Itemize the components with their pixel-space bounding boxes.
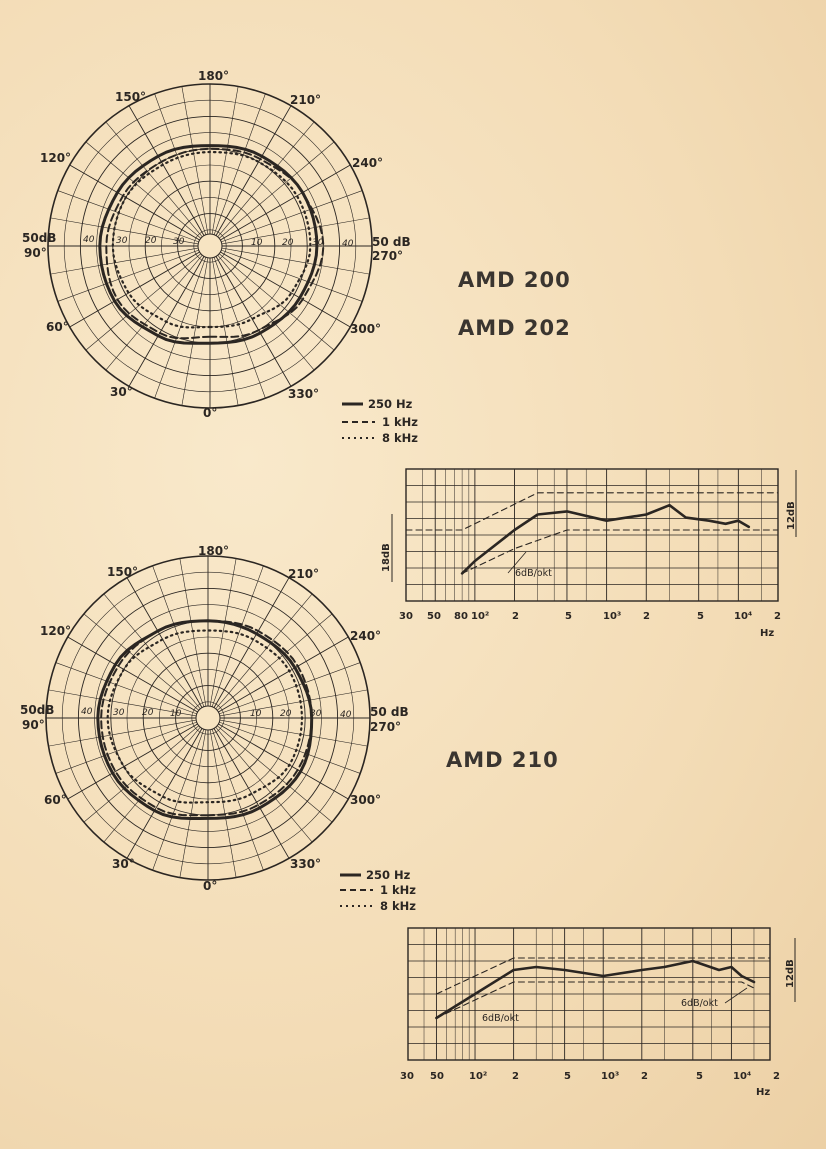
polar-spoke: [104, 594, 200, 709]
polar-spoke: [210, 730, 236, 878]
polar-spoke: [220, 720, 368, 746]
angle-label: 150°: [115, 90, 147, 104]
radial-label: 30: [116, 236, 128, 246]
polar-spoke: [70, 252, 200, 327]
polar-spoke: [127, 728, 202, 858]
x-tick: 10³: [601, 1071, 620, 1082]
x-tick: 50: [427, 611, 441, 622]
x-tick: 10²: [469, 1071, 488, 1082]
angle-label: 330°: [288, 387, 320, 401]
slope-annotation: 6dB/okt: [681, 998, 718, 1009]
frequency-response-amd210: [408, 928, 795, 1060]
polar-spoke: [70, 165, 200, 240]
radial-label: 30: [312, 238, 324, 248]
polar-spoke: [129, 106, 204, 236]
angle-label: 270°: [372, 249, 404, 263]
legend-label-250hz: 250 Hz: [368, 397, 413, 411]
model-title-amd200: AMD 200: [458, 268, 571, 292]
polar-spoke: [212, 86, 238, 234]
radial-label: 40: [81, 707, 93, 717]
x-tick: 10⁴: [734, 611, 753, 622]
polar-spoke: [182, 258, 208, 406]
angle-label: 60°: [46, 320, 69, 334]
angle-label: 180°: [198, 69, 230, 83]
polar-spoke: [212, 258, 238, 406]
legend-label-1khz: 1 kHz: [380, 883, 416, 897]
angle-label: 30°: [112, 857, 135, 871]
angle-label: 240°: [352, 156, 384, 170]
radial-label: 10: [250, 709, 262, 719]
level-label-left: 50dB: [22, 231, 57, 245]
radial-label: 40: [342, 239, 354, 249]
angle-label: 240°: [350, 629, 382, 643]
polar-spoke: [106, 122, 202, 237]
response-curve: [436, 961, 754, 1018]
legend-1: [342, 397, 418, 445]
angle-label: 300°: [350, 793, 382, 807]
polar-spoke: [222, 248, 370, 274]
radial-label: 40: [83, 235, 95, 245]
freq2-ticks: [400, 959, 796, 1098]
angle-label: 120°: [40, 624, 72, 638]
x-tick: 2: [774, 611, 781, 622]
radial-label: 20: [145, 236, 157, 246]
radial-label: 30: [310, 709, 322, 719]
polar-spoke: [106, 255, 202, 370]
radial-label: 30: [173, 237, 185, 247]
angle-label: 270°: [370, 720, 402, 734]
polar-spoke: [68, 724, 198, 799]
polar-spoke: [180, 730, 206, 878]
radial-label: 20: [282, 238, 294, 248]
slope-annotation: 6dB/okt: [482, 1013, 519, 1024]
frequency-response-amd200: [392, 469, 796, 601]
polar-spoke: [214, 578, 289, 708]
db-scale-label-left: 18dB: [381, 543, 392, 572]
polar-spoke: [48, 720, 196, 746]
angle-label: 210°: [288, 567, 320, 581]
polar-spoke: [219, 142, 334, 238]
x-tick: 80: [454, 611, 468, 622]
x-tick: 5: [697, 611, 704, 622]
angle-label: 60°: [44, 793, 67, 807]
radial-label: 20: [142, 708, 154, 718]
model-title-amd202: AMD 202: [458, 316, 571, 340]
x-tick: 2: [512, 1071, 519, 1082]
x-tick: 5: [696, 1071, 703, 1082]
db-scale-label-right: 12dB: [785, 959, 796, 988]
radial-label: 40: [340, 710, 352, 720]
x-tick: 2: [641, 1071, 648, 1082]
angle-label: 0°: [203, 879, 218, 893]
legend-label-1khz: 1 kHz: [382, 415, 418, 429]
polar-spoke: [217, 726, 332, 822]
polar-spoke: [50, 248, 198, 274]
angle-label: 330°: [290, 857, 322, 871]
radial-label: 20: [280, 709, 292, 719]
polar-spoke: [218, 255, 314, 370]
x-tick: 50: [430, 1071, 444, 1082]
radial-label: 10: [251, 238, 263, 248]
angle-label: 210°: [290, 93, 322, 107]
polar-spoke: [182, 86, 208, 234]
x-unit: Hz: [756, 1087, 771, 1098]
x-tick: 5: [564, 1071, 571, 1082]
polar-spoke: [104, 727, 200, 842]
angle-label: 90°: [22, 718, 45, 732]
level-label-left: 50dB: [20, 703, 55, 717]
annotation-leader: [725, 988, 747, 1003]
x-unit: Hz: [760, 628, 775, 639]
angle-label: 150°: [107, 565, 139, 579]
x-tick: 10⁴: [733, 1071, 752, 1082]
angle-label: 90°: [24, 246, 47, 260]
polar-spoke: [218, 122, 314, 237]
model-title-amd210: AMD 210: [446, 748, 559, 772]
legend-label-250hz: 250 Hz: [366, 868, 411, 882]
x-tick: 10³: [603, 611, 622, 622]
radial-label: 30: [113, 708, 125, 718]
polar-spoke: [220, 165, 350, 240]
x-tick: 2: [643, 611, 650, 622]
polar-center: [198, 234, 222, 258]
radial-label: 10: [170, 709, 182, 719]
polar-center: [196, 706, 220, 730]
legend-label-8khz: 8 kHz: [382, 431, 418, 445]
angle-label: 300°: [350, 322, 382, 336]
db-scale-label-right: 12dB: [786, 501, 797, 530]
legend-2: [340, 868, 416, 913]
polar-spoke: [214, 728, 289, 858]
legend-label-8khz: 8 kHz: [380, 899, 416, 913]
slope-annotation: 6dB/okt: [515, 568, 552, 579]
angle-label: 0°: [203, 406, 218, 420]
polar-spoke: [217, 614, 332, 710]
angle-label: 30°: [110, 385, 133, 399]
x-tick: 30: [399, 611, 413, 622]
response-curve: [462, 505, 749, 573]
x-tick: 5: [565, 611, 572, 622]
x-tick: 2: [512, 611, 519, 622]
angle-label: 120°: [40, 151, 72, 165]
level-label-right: 50 dB: [372, 235, 411, 249]
x-tick: 10²: [471, 611, 490, 622]
level-label-right: 50 dB: [370, 705, 409, 719]
x-tick: 2: [773, 1071, 780, 1082]
x-tick: 30: [400, 1071, 414, 1082]
angle-label: 180°: [198, 544, 230, 558]
